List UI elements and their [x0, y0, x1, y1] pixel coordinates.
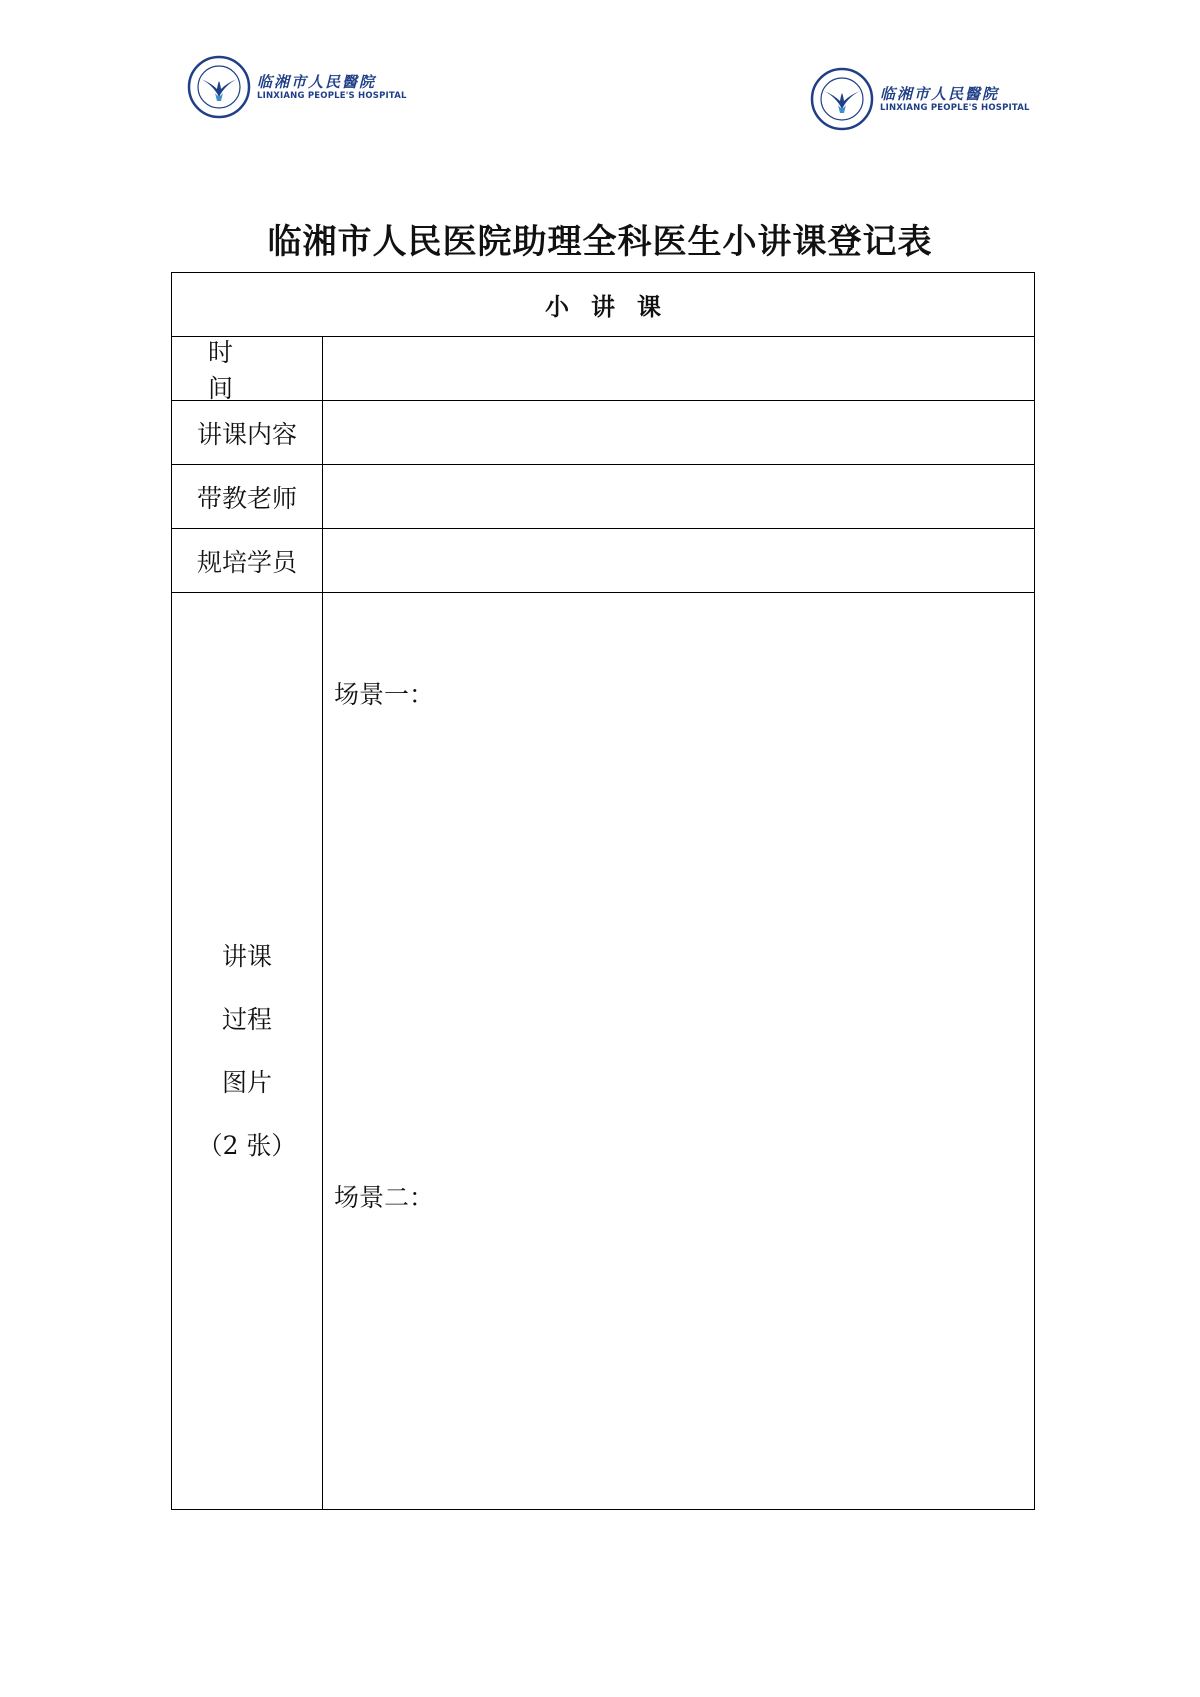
hospital-name-cn: 临湘市人民醫院 [880, 84, 1000, 103]
form-row-time [172, 337, 1034, 401]
photos-label-line: （2 张） [197, 1131, 297, 1160]
form-row-trainee [172, 529, 1034, 593]
hospital-name-cn: 临湘市人民醫院 [257, 72, 377, 91]
scene-2-label: 场景二： [334, 1183, 435, 1212]
trainee-label [172, 529, 323, 592]
section-header-text: 小讲课 [545, 292, 683, 321]
time-label-text: 时间 [208, 337, 270, 403]
document-title: 临湘市人民医院助理全科医生小讲课登记表 [267, 222, 933, 262]
hospital-name-en: LINXIANG PEOPLE'S HOSPITAL [257, 90, 407, 101]
registration-form [171, 272, 1035, 1510]
photos-label-line: 过程 [221, 1005, 272, 1034]
trainee-label-text: 规培学员 [196, 547, 297, 577]
photos-label-line: 讲课 [221, 942, 272, 971]
hospital-logo-right [810, 67, 1030, 131]
lecture-content-label-text: 讲课内容 [196, 419, 297, 449]
scene-1-label: 场景一： [334, 680, 435, 709]
teacher-field[interactable] [323, 465, 1034, 528]
hospital-seal-icon [810, 67, 874, 131]
teacher-label [172, 465, 323, 528]
time-label [172, 337, 323, 403]
hospital-name-en: LINXIANG PEOPLE'S HOSPITAL [880, 102, 1030, 113]
form-section-header [172, 273, 1034, 337]
photos-label-line: 图片 [221, 1068, 272, 1097]
time-field[interactable] [323, 337, 1034, 400]
lecture-content-field[interactable] [323, 401, 1034, 464]
teacher-label-text: 带教老师 [196, 483, 297, 513]
trainee-field[interactable] [323, 529, 1034, 592]
hospital-seal-icon [187, 55, 251, 119]
form-row-lecture-content [172, 401, 1034, 465]
photos-label [172, 593, 323, 1509]
hospital-logo-left [187, 55, 407, 119]
form-row-teacher [172, 465, 1034, 529]
photos-area[interactable] [323, 593, 1034, 1509]
form-row-photos [172, 593, 1034, 1509]
lecture-content-label [172, 401, 323, 464]
